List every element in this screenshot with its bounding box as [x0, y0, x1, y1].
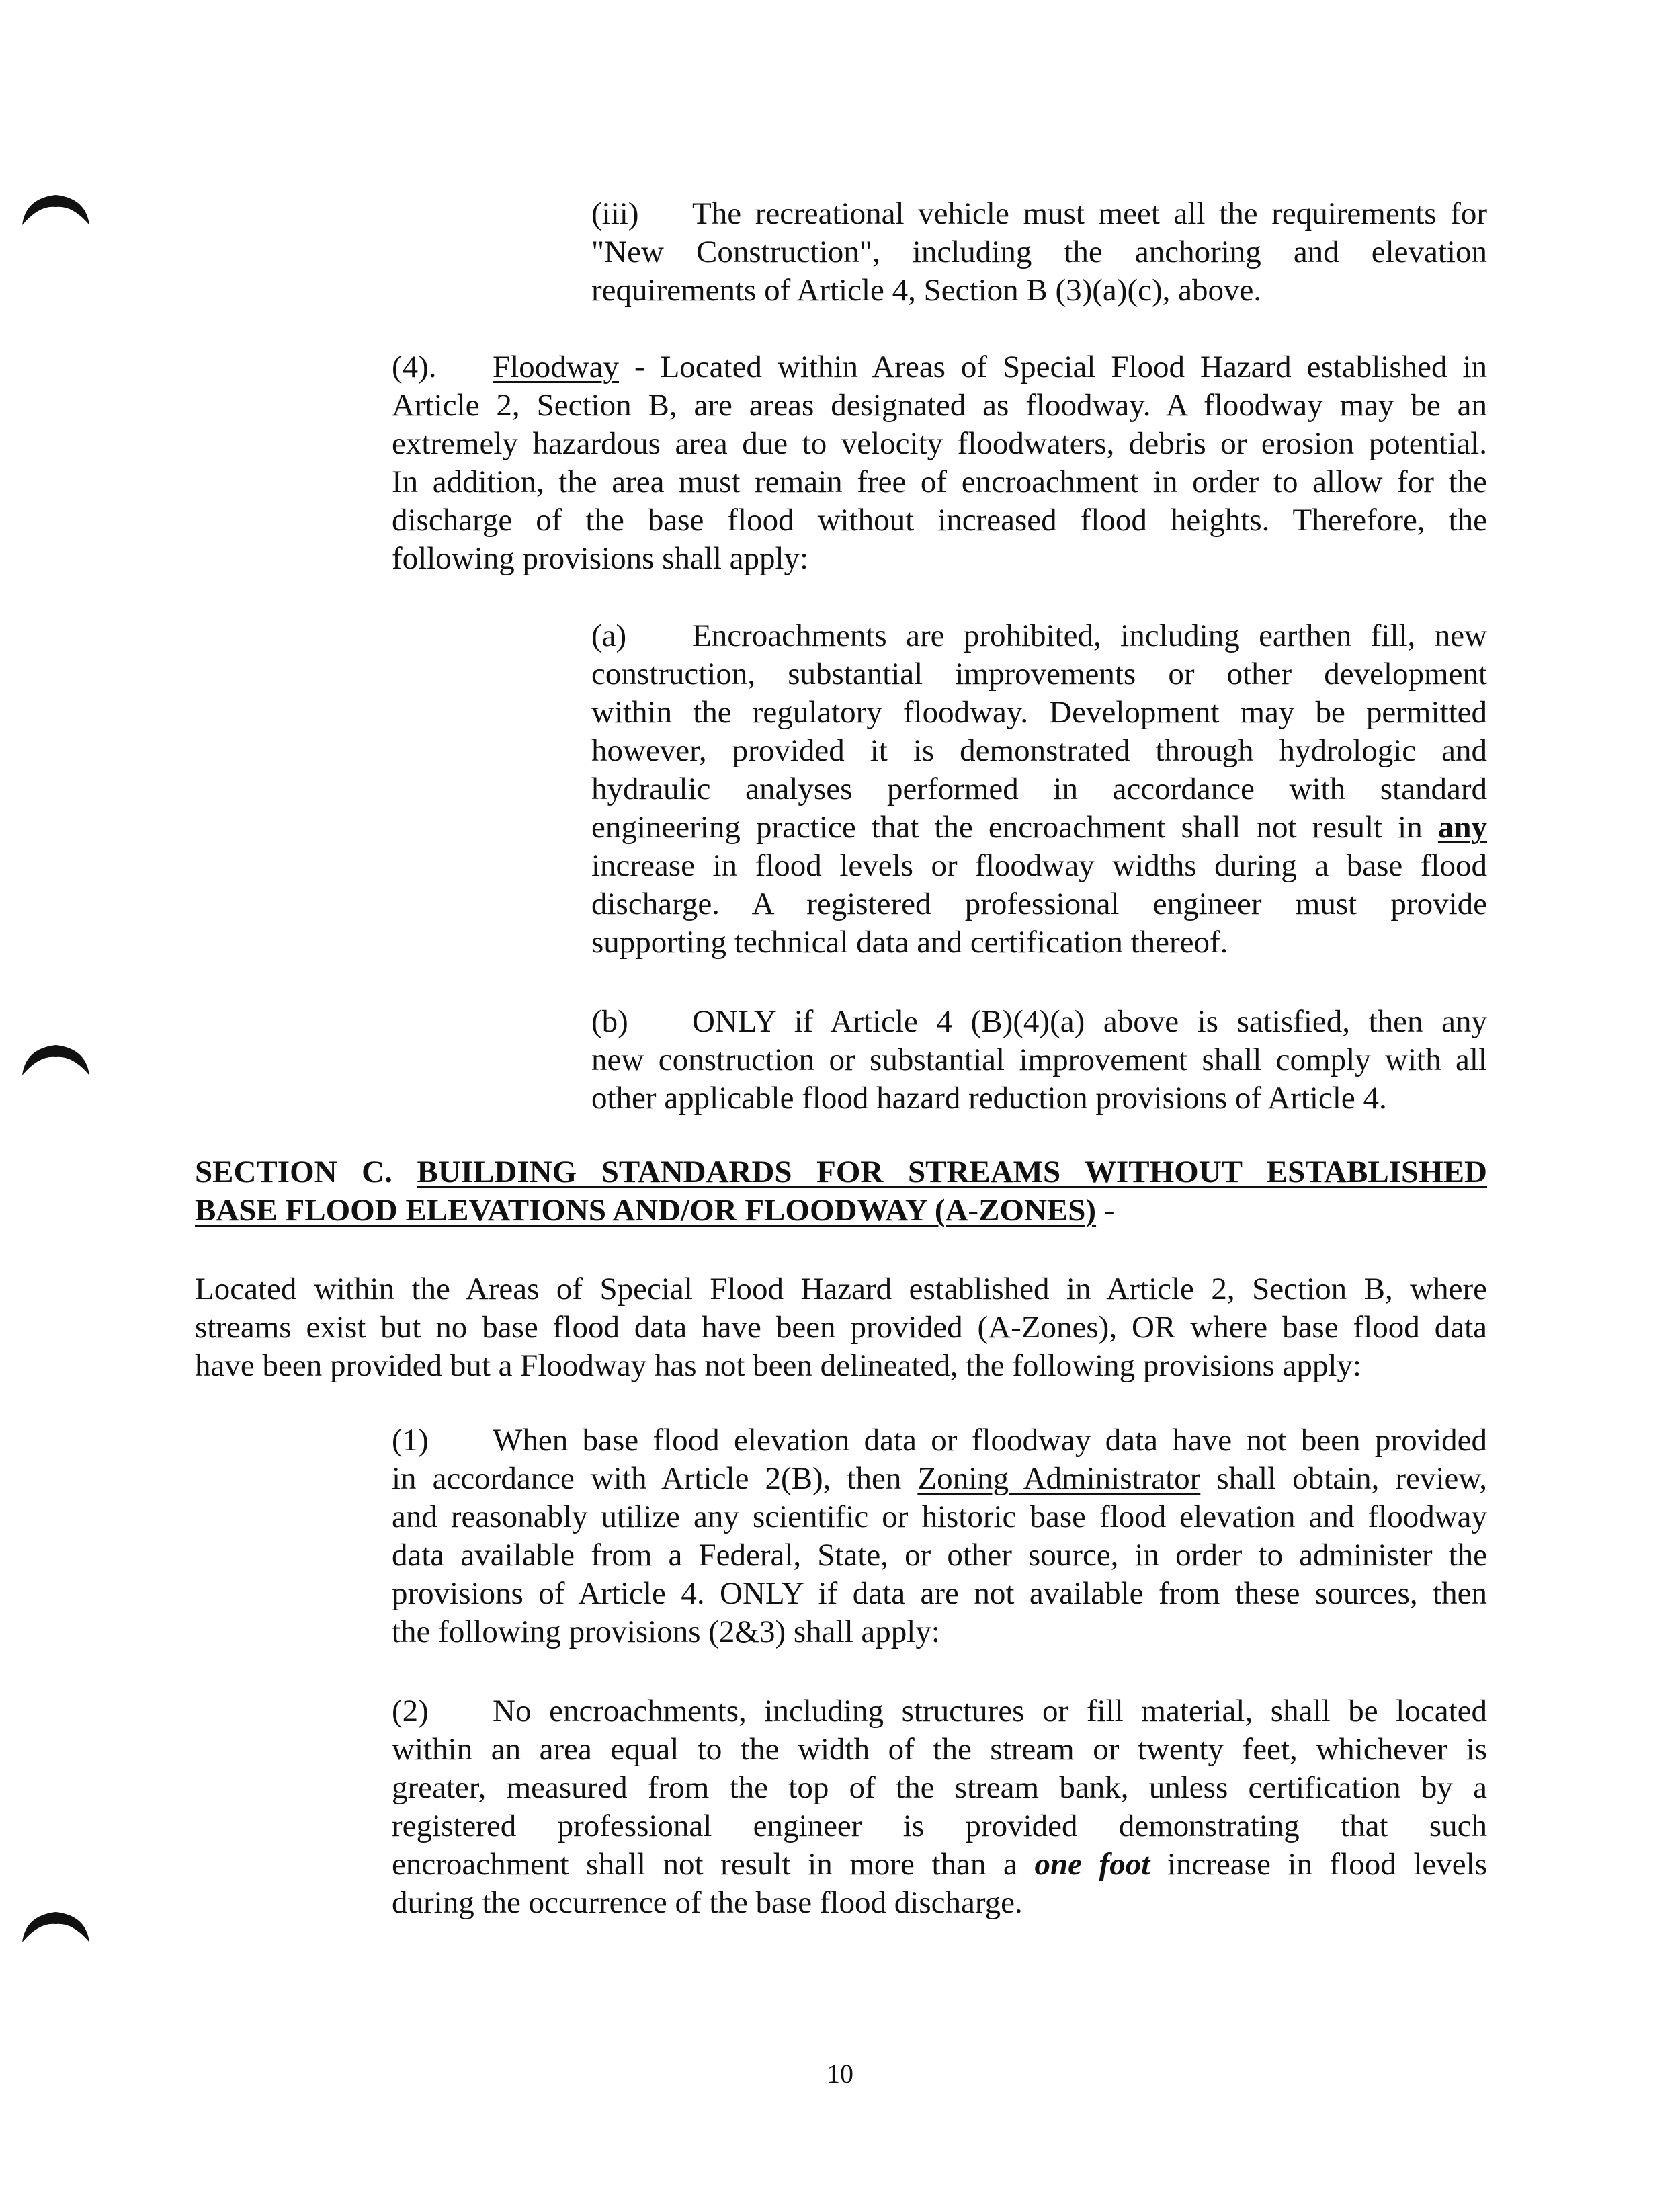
text-segment: Located within the Areas of Special Flood Hazard established in Article 2, Section B, where: [195, 1272, 1487, 1306]
text-segment: shall obtain, review,: [1200, 1461, 1487, 1496]
text-segment: the following provisions (2&3) shall apply:: [392, 1614, 940, 1649]
text-segment: data available from a Federal, State, or other source, in order to administer the: [392, 1538, 1487, 1573]
text-segment: encroachment shall not result in more than a: [392, 1847, 1035, 1882]
text-line: [392, 1460, 1487, 1498]
text-line: [591, 655, 1487, 694]
text-line: [591, 1041, 1487, 1079]
emphasized-text: Zoning Administrator: [917, 1461, 1201, 1496]
text-line: [392, 386, 1487, 425]
text-segment: hydraulic analyses performed in accordance with standard: [591, 772, 1487, 806]
text-segment: extremely hazardous area due to velocity floodwaters, debris or erosion potential.: [392, 426, 1487, 461]
paragraph-label: (a): [591, 618, 627, 653]
text-line: [195, 1309, 1487, 1347]
text-segment: registered professional engineer is provided demonstrating that such: [392, 1809, 1487, 1843]
text-line: [591, 617, 1487, 655]
emphasized-text: Floodway: [493, 349, 619, 384]
text-line: [591, 923, 1487, 962]
text-segment: Encroachments are prohibited, including earthen fill, new: [692, 618, 1487, 653]
text-segment: provisions of Article 4. ONLY if data are not available from these sources, then: [392, 1576, 1487, 1611]
binder-hole-mark-icon: [19, 1905, 93, 1946]
text-line: [392, 1884, 1487, 1922]
text-line: [392, 1613, 1487, 1651]
text-line: [591, 1079, 1487, 1118]
text-line: [392, 1807, 1487, 1845]
text-line: [392, 1575, 1487, 1613]
text-segment: and reasonably utilize any scientific or historic base flood elevation and floodway: [392, 1499, 1487, 1534]
text-segment: SECTION C.: [195, 1155, 417, 1190]
binder-hole-mark-icon: [19, 188, 93, 229]
text-line: [591, 1003, 1487, 1041]
text-segment: within the regulatory floodway. Development may be permitted: [591, 695, 1487, 730]
text-line: [591, 272, 1487, 310]
text-segment: ONLY if Article 4 (B)(4)(a) above is satisfied, then any: [692, 1004, 1487, 1039]
text-line: [591, 233, 1487, 272]
paragraph-label: (b): [591, 1004, 628, 1039]
text-segment: other applicable flood hazard reduction provisions of Article 4.: [591, 1081, 1387, 1116]
text-segment: construction, substantial improvements or other development: [591, 657, 1487, 692]
text-segment: new construction or substantial improvement shall comply with all: [591, 1042, 1487, 1077]
paragraph-a: [591, 617, 1487, 962]
page-number: 10: [827, 2059, 853, 2089]
text-line: [195, 1153, 1487, 1192]
text-segment: In addition, the area must remain free of encroachment in order to allow for the: [392, 464, 1487, 499]
paragraph-label: (iii): [591, 196, 639, 231]
emphasized-text: any: [1437, 810, 1487, 845]
emphasized-text: one foot: [1034, 1847, 1150, 1882]
text-segment: within an area equal to the width of the stream or twenty feet, whichever is: [392, 1732, 1487, 1767]
emphasized-text: BASE FLOOD ELEVATIONS AND/OR FLOODWAY (A-ZONES): [195, 1193, 1097, 1228]
text-segment: streams exist but no base flood data have been provided (A-Zones), OR where base flood data: [195, 1310, 1487, 1345]
text-line: [392, 1769, 1487, 1807]
section-c-heading: [195, 1153, 1487, 1230]
text-line: [591, 808, 1487, 847]
text-line: [392, 1498, 1487, 1536]
paragraph-b: [591, 1003, 1487, 1118]
text-segment: When base flood elevation data or floodway data have not been provided: [493, 1423, 1487, 1458]
text-segment: in accordance with Article 2(B), then: [392, 1461, 918, 1496]
text-line: [392, 348, 1487, 386]
paragraph-label: (4).: [392, 349, 437, 384]
paragraph-label: (1): [392, 1423, 429, 1458]
text-line: [392, 463, 1487, 501]
text-segment: requirements of Article 4, Section B (3)(a)(c), above.: [591, 273, 1262, 308]
text-line: [392, 540, 1487, 578]
text-line: [195, 1347, 1487, 1385]
text-line: [591, 195, 1487, 233]
text-segment: following provisions shall apply:: [392, 541, 809, 576]
text-line: [195, 1192, 1487, 1230]
text-line: [591, 732, 1487, 770]
text-segment: supporting technical data and certification thereof.: [591, 925, 1228, 960]
text-segment: have been provided but a Floodway has not been delineated, the following provisions apply:: [195, 1348, 1361, 1383]
text-line: [392, 1692, 1487, 1731]
text-line: [591, 885, 1487, 923]
paragraph-label: (2): [392, 1694, 429, 1729]
text-segment: No encroachments, including structures or fill material, shall be located: [493, 1694, 1487, 1729]
text-line: [392, 1421, 1487, 1460]
text-segment: greater, measured from the top of the stream bank, unless certification by a: [392, 1770, 1487, 1805]
text-line: [591, 694, 1487, 732]
paragraph-4-floodway: [392, 348, 1487, 578]
text-segment: discharge of the base flood without increased flood heights. Therefore, the: [392, 503, 1487, 538]
text-line: [392, 425, 1487, 463]
text-segment: engineering practice that the encroachment shall not result in: [591, 810, 1438, 845]
emphasized-text: BUILDING STANDARDS FOR STREAMS WITHOUT ESTABLISHED: [417, 1155, 1488, 1190]
paragraph-located: [195, 1270, 1487, 1385]
text-segment: - Located within Areas of Special Flood Hazard established in: [619, 349, 1487, 384]
text-segment: Article 2, Section B, are areas designated as floodway. A floodway may be an: [392, 388, 1487, 423]
text-line: [392, 1536, 1487, 1575]
paragraph-iii: [591, 195, 1487, 310]
text-segment: The recreational vehicle must meet all the requirements for: [692, 196, 1487, 231]
binder-hole-mark-icon: [19, 1038, 93, 1079]
text-line: [591, 847, 1487, 885]
text-segment: discharge. A registered professional engineer must provide: [591, 886, 1487, 921]
text-line: [195, 1270, 1487, 1309]
text-line: [591, 770, 1487, 808]
text-segment: increase in flood levels: [1150, 1847, 1487, 1882]
paragraph-1: [392, 1421, 1487, 1651]
text-segment: -: [1096, 1193, 1115, 1228]
text-segment: however, provided it is demonstrated through hydrologic and: [591, 733, 1487, 768]
text-segment: increase in flood levels or floodway widths during a base flood: [591, 848, 1487, 883]
text-line: [392, 1731, 1487, 1769]
text-line: [392, 501, 1487, 540]
text-segment: "New Construction", including the anchoring and elevation: [591, 235, 1487, 269]
text-segment: during the occurrence of the base flood discharge.: [392, 1885, 1023, 1920]
text-line: [392, 1845, 1487, 1884]
paragraph-2: [392, 1692, 1487, 1922]
